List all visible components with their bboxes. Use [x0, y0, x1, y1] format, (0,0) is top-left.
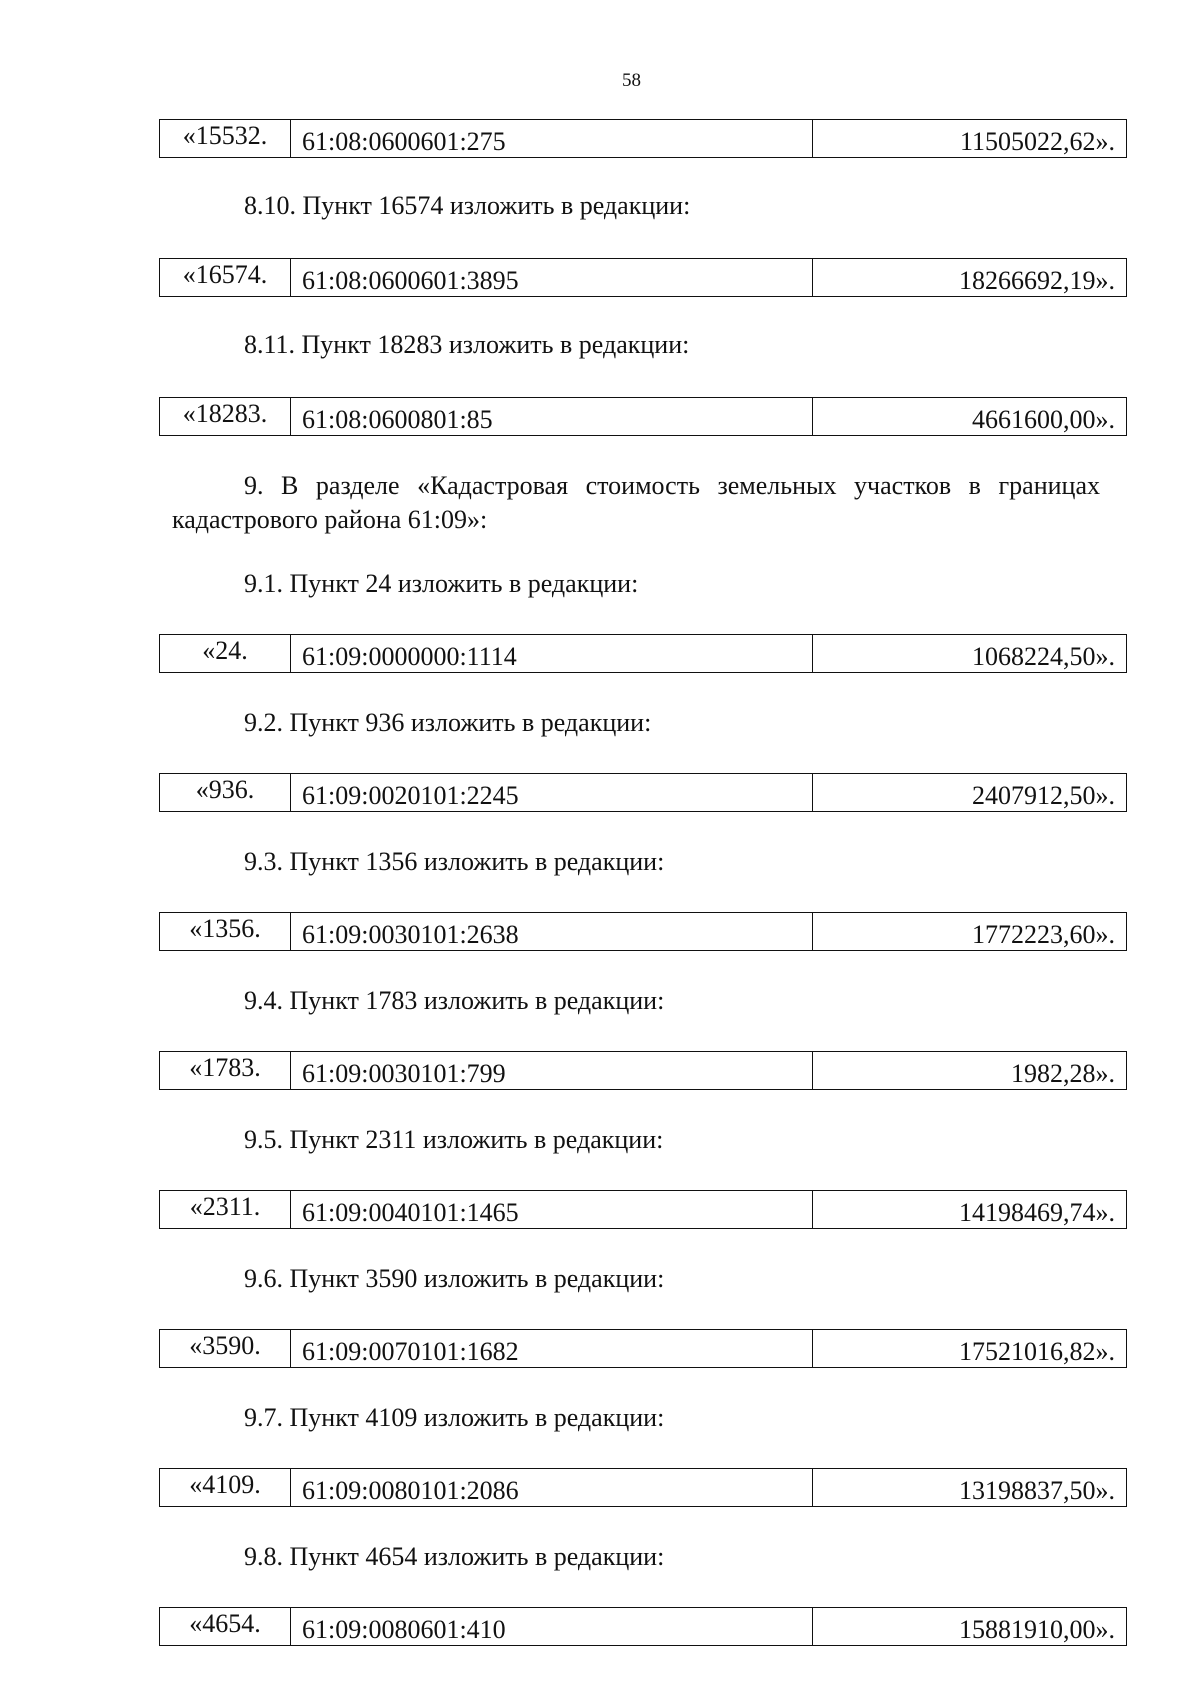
item-number-cell: «24. — [160, 635, 291, 672]
amendment-item: 8.10. Пункт 16574 изложить в редакции: — [244, 191, 691, 220]
cadastral-number-cell: 61:09:0080101:2086 — [291, 1469, 813, 1506]
cadastral-value-cell: 14198469,74». — [959, 1197, 1115, 1227]
cadastral-value-cell: 15881910,00». — [959, 1614, 1115, 1644]
cadastral-number-cell: 61:09:0080601:410 — [291, 1608, 813, 1645]
cadastral-number-cell: 61:09:0030101:799 — [291, 1052, 813, 1089]
amendment-item: 9.1. Пункт 24 изложить в редакции: — [244, 569, 639, 598]
item-number-cell: «15532. — [160, 120, 291, 157]
item-number-cell: «936. — [160, 774, 291, 811]
cadastral-number-cell: 61:09:0000000:1114 — [291, 635, 813, 672]
cadastral-number-cell: 61:09:0020101:2245 — [291, 774, 813, 811]
amendment-item: 9.7. Пункт 4109 изложить в редакции: — [244, 1403, 665, 1432]
section-heading: 9. В разделе «Кадастровая стоимость земельных участков в границах кадастрового района 61:09»: — [172, 471, 1100, 534]
amendment-item: 8.11. Пункт 18283 изложить в редакции: — [244, 330, 690, 359]
table-row — [159, 397, 1127, 436]
cadastral-number-cell: 61:09:0030101:2638 — [291, 913, 813, 950]
item-number-cell: «16574. — [160, 259, 291, 296]
table-row — [159, 634, 1127, 673]
cadastral-number-cell: 61:08:0600801:85 — [291, 398, 813, 435]
cadastral-number-cell: 61:09:0040101:1465 — [291, 1191, 813, 1228]
cadastral-value-cell: 1068224,50». — [972, 641, 1115, 671]
cadastral-value-cell: 4661600,00». — [972, 404, 1115, 434]
amendment-item: 9.4. Пункт 1783 изложить в редакции: — [244, 986, 665, 1015]
amendment-item: 9.8. Пункт 4654 изложить в редакции: — [244, 1542, 665, 1571]
cadastral-value-cell: 1982,28». — [1011, 1058, 1115, 1088]
item-number-cell: «4654. — [160, 1608, 291, 1645]
table-row — [159, 912, 1127, 951]
cadastral-number-cell: 61:08:0600601:3895 — [291, 259, 813, 296]
table-row — [159, 1468, 1127, 1507]
cadastral-value-cell: 1772223,60». — [972, 919, 1115, 949]
cadastral-number-cell: 61:08:0600601:275 — [291, 120, 813, 157]
item-number-cell: «3590. — [160, 1330, 291, 1367]
amendment-item: 9.6. Пункт 3590 изложить в редакции: — [244, 1264, 665, 1293]
table-row — [159, 1329, 1127, 1368]
cadastral-value-cell: 2407912,50». — [972, 780, 1115, 810]
table-row — [159, 1607, 1127, 1646]
table-row — [159, 1051, 1127, 1090]
cadastral-value-cell: 13198837,50». — [959, 1475, 1115, 1505]
table-row — [159, 773, 1127, 812]
amendment-item: 9.5. Пункт 2311 изложить в редакции: — [244, 1125, 664, 1154]
cadastral-value-cell: 17521016,82». — [959, 1336, 1115, 1366]
amendment-item: 9.3. Пункт 1356 изложить в редакции: — [244, 847, 665, 876]
cadastral-value-cell: 11505022,62». — [959, 126, 1115, 156]
table-row — [159, 1190, 1127, 1229]
table-row — [159, 119, 1127, 158]
item-number-cell: «18283. — [160, 398, 291, 435]
item-number-cell: «1783. — [160, 1052, 291, 1089]
item-number-cell: «4109. — [160, 1469, 291, 1506]
cadastral-value-cell: 18266692,19». — [959, 265, 1115, 295]
table-row — [159, 258, 1127, 297]
item-number-cell: «1356. — [160, 913, 291, 950]
page-number: 58 — [622, 70, 641, 91]
amendment-item: 9.2. Пункт 936 изложить в редакции: — [244, 708, 652, 737]
cadastral-number-cell: 61:09:0070101:1682 — [291, 1330, 813, 1367]
item-number-cell: «2311. — [160, 1191, 291, 1228]
